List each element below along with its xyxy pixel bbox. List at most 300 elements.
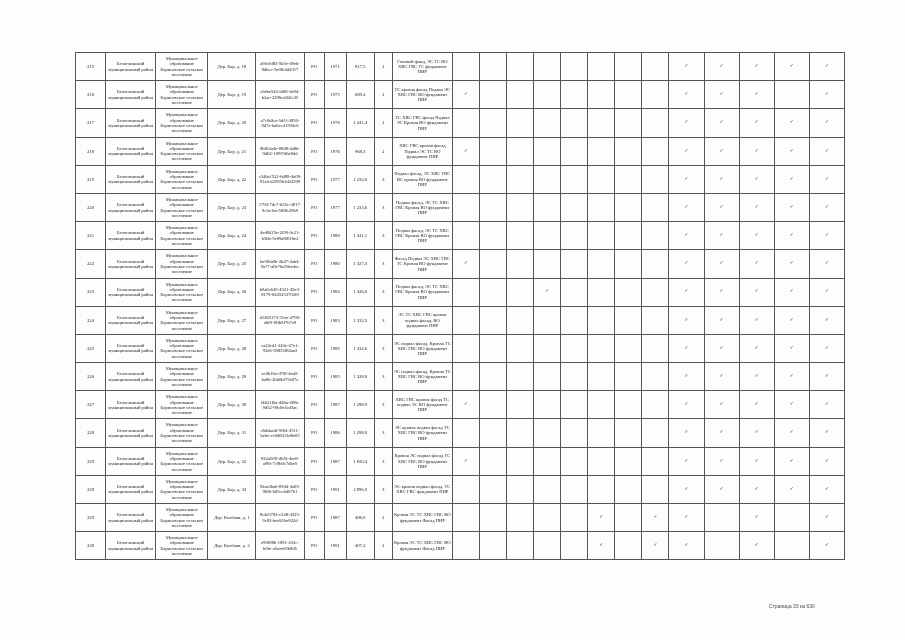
- check-mark-icon: ✓: [809, 278, 844, 306]
- check-mark-icon: ✓: [669, 532, 704, 560]
- check-mark-icon: ✓: [704, 363, 739, 391]
- address-cell: Дер. Бор, д. 23: [208, 193, 256, 221]
- works-description-cell: ХВС ГВС кровля фасад Подвал ЭС ТС ВО фундамент ПИР: [392, 137, 452, 165]
- floors-cell: 2: [374, 81, 392, 109]
- row-number: 229: [76, 504, 106, 532]
- empty-check-cell: [534, 391, 561, 419]
- empty-check-cell: [561, 419, 588, 447]
- floors-cell: 3: [374, 193, 392, 221]
- empty-check-cell: [507, 306, 534, 334]
- works-description-cell: ЭС кровля подвал фасад ТС ХВС ГВС ВО фундамент ПИР: [392, 419, 452, 447]
- check-mark-icon: ✓: [704, 391, 739, 419]
- material-cell: РО: [304, 447, 324, 475]
- row-number: 229: [76, 447, 106, 475]
- empty-check-cell: [704, 504, 739, 532]
- check-mark-icon: ✓: [809, 137, 844, 165]
- area-cell: 1 298,9: [346, 391, 374, 419]
- year-cell: 1977: [324, 193, 346, 221]
- empty-check-cell: [507, 109, 534, 137]
- check-mark-icon: ✓: [774, 334, 809, 362]
- empty-check-cell: [480, 109, 507, 137]
- building-id-cell: be5f6a0b-2b47-4ab4-9a77-a0e76a59ee4ec: [256, 250, 304, 278]
- check-mark-icon: ✓: [452, 250, 479, 278]
- area-cell: 1 650,4: [346, 447, 374, 475]
- address-cell: Дер. Бор, д. 31: [208, 419, 256, 447]
- year-cell: 1982: [324, 278, 346, 306]
- empty-check-cell: [642, 447, 669, 475]
- empty-check-cell: [452, 165, 479, 193]
- empty-check-cell: [615, 53, 642, 81]
- floors-cell: 3: [374, 475, 392, 503]
- material-cell: РО: [304, 53, 324, 81]
- empty-check-cell: [480, 447, 507, 475]
- check-mark-icon: ✓: [704, 250, 739, 278]
- row-number: 227: [76, 391, 106, 419]
- building-id-cell: c6ddaa4f-9f04-4511-bebe-ec0d8413d0e05: [256, 419, 304, 447]
- empty-check-cell: [561, 475, 588, 503]
- check-mark-icon: ✓: [809, 81, 844, 109]
- empty-check-cell: [588, 475, 615, 503]
- table-row: [76, 278, 845, 306]
- year-cell: 1987: [324, 391, 346, 419]
- empty-check-cell: [480, 504, 507, 532]
- empty-check-cell: [507, 532, 534, 560]
- empty-check-cell: [452, 475, 479, 503]
- material-cell: РО: [304, 81, 324, 109]
- row-number: 216: [76, 81, 106, 109]
- district-cell: Белоглинский муниципальный район: [106, 250, 156, 278]
- check-mark-icon: ✓: [669, 504, 704, 532]
- check-mark-icon: ✓: [739, 475, 774, 503]
- material-cell: РО: [304, 193, 324, 221]
- year-cell: 1986: [324, 419, 346, 447]
- check-mark-icon: ✓: [739, 391, 774, 419]
- area-cell: 407,2: [346, 532, 374, 560]
- floors-cell: 3: [374, 363, 392, 391]
- check-mark-icon: ✓: [704, 475, 739, 503]
- area-cell: 1 328,0: [346, 363, 374, 391]
- empty-check-cell: [561, 504, 588, 532]
- empty-check-cell: [588, 165, 615, 193]
- empty-check-cell: [480, 419, 507, 447]
- check-mark-icon: ✓: [739, 81, 774, 109]
- check-mark-icon: ✓: [452, 391, 479, 419]
- empty-check-cell: [534, 334, 561, 362]
- empty-check-cell: [588, 53, 615, 81]
- empty-check-cell: [615, 475, 642, 503]
- area-cell: 1 298,0: [346, 419, 374, 447]
- check-mark-icon: ✓: [809, 504, 844, 532]
- district-cell: Белоглинский муниципальный район: [106, 306, 156, 334]
- row-number: 220: [76, 193, 106, 221]
- check-mark-icon: ✓: [809, 193, 844, 221]
- empty-check-cell: [480, 475, 507, 503]
- row-number: 224: [76, 306, 106, 334]
- settlement-cell: Муниципальное образование Борисовское сельское поселение: [156, 334, 208, 362]
- material-cell: РО: [304, 137, 324, 165]
- check-mark-icon: ✓: [669, 447, 704, 475]
- material-cell: РО: [304, 475, 324, 503]
- check-mark-icon: ✓: [739, 278, 774, 306]
- district-cell: Белоглинский муниципальный район: [106, 475, 156, 503]
- empty-check-cell: [588, 250, 615, 278]
- empty-check-cell: [588, 447, 615, 475]
- empty-check-cell: [642, 278, 669, 306]
- empty-check-cell: [507, 278, 534, 306]
- district-cell: Белоглинский муниципальный район: [106, 334, 156, 362]
- empty-check-cell: [588, 222, 615, 250]
- check-mark-icon: ✓: [669, 419, 704, 447]
- settlement-cell: Муниципальное образование Борисовское сельское поселение: [156, 137, 208, 165]
- year-cell: 1971: [324, 53, 346, 81]
- address-cell: Дер. Колбаки, д. 1: [208, 504, 256, 532]
- empty-check-cell: [588, 334, 615, 362]
- check-mark-icon: ✓: [704, 447, 739, 475]
- check-mark-icon: ✓: [809, 165, 844, 193]
- empty-check-cell: [588, 193, 615, 221]
- empty-check-cell: [534, 475, 561, 503]
- empty-check-cell: [561, 278, 588, 306]
- empty-check-cell: [452, 504, 479, 532]
- check-mark-icon: ✓: [809, 250, 844, 278]
- table-row: [76, 475, 845, 503]
- year-cell: 1976: [324, 109, 346, 137]
- check-mark-icon: ✓: [739, 137, 774, 165]
- year-cell: 1976: [324, 137, 346, 165]
- material-cell: РО: [304, 504, 324, 532]
- check-mark-icon: ✓: [669, 475, 704, 503]
- empty-check-cell: [615, 81, 642, 109]
- check-mark-icon: ✓: [669, 391, 704, 419]
- empty-check-cell: [774, 81, 809, 109]
- check-mark-icon: ✓: [704, 109, 739, 137]
- check-mark-icon: ✓: [669, 334, 704, 362]
- material-cell: РО: [304, 419, 324, 447]
- check-mark-icon: ✓: [809, 419, 844, 447]
- empty-check-cell: [561, 81, 588, 109]
- area-cell: 1 232,0: [346, 165, 374, 193]
- floors-cell: 3: [374, 419, 392, 447]
- empty-check-cell: [480, 334, 507, 362]
- empty-check-cell: [561, 363, 588, 391]
- empty-check-cell: [615, 306, 642, 334]
- row-number: 226: [76, 363, 106, 391]
- check-mark-icon: ✓: [669, 250, 704, 278]
- empty-check-cell: [561, 222, 588, 250]
- empty-check-cell: [588, 278, 615, 306]
- check-mark-icon: ✓: [452, 137, 479, 165]
- empty-check-cell: [642, 250, 669, 278]
- empty-check-cell: [615, 504, 642, 532]
- building-id-cell: a9fc0d83-5b5e-49eb-8dbcc-5e0fb4d4317: [256, 53, 304, 81]
- check-mark-icon: ✓: [739, 250, 774, 278]
- empty-check-cell: [452, 193, 479, 221]
- check-mark-icon: ✓: [774, 391, 809, 419]
- row-number: 217: [76, 109, 106, 137]
- empty-check-cell: [588, 391, 615, 419]
- row-number: 225: [76, 334, 106, 362]
- building-id-cell: 4ed8415e-2f59-4c21-b5bb-5e09a8f016e2: [256, 222, 304, 250]
- empty-check-cell: [534, 81, 561, 109]
- empty-check-cell: [561, 53, 588, 81]
- empty-check-cell: [480, 278, 507, 306]
- floors-cell: 3: [374, 278, 392, 306]
- district-cell: Белоглинский муниципальный район: [106, 137, 156, 165]
- floors-cell: 2: [374, 53, 392, 81]
- district-cell: Белоглинский муниципальный район: [106, 532, 156, 560]
- empty-check-cell: [615, 532, 642, 560]
- building-id-cell: a7c0dfca-5df1-4850-8d7e-ba6cc41594c6: [256, 109, 304, 137]
- district-cell: Белоглинский муниципальный район: [106, 419, 156, 447]
- empty-check-cell: [534, 419, 561, 447]
- building-id-cell: 8b0f4a4e-09d8-4a8b-9d62-1f997d6e8dd: [256, 137, 304, 165]
- check-mark-icon: ✓: [809, 363, 844, 391]
- district-cell: Белоглинский муниципальный район: [106, 278, 156, 306]
- works-description-cell: ЭС кровля подвал фасад, ТС ХВС ГВС фундамент ПИР: [392, 475, 452, 503]
- check-mark-icon: ✓: [774, 363, 809, 391]
- empty-check-cell: [615, 137, 642, 165]
- row-number: 228: [76, 419, 106, 447]
- address-cell: Дер. Бор, д. 32: [208, 447, 256, 475]
- works-description-cell: ЭС подвал фасад, Кровля ТС ХВС ГВС ВО фундамент ПИР: [392, 334, 452, 362]
- area-cell: 689,4: [346, 81, 374, 109]
- works-description-cell: ЭС подвал фасад, Кровля ТС ХВС ГВС ВО фундамент ПИР: [392, 363, 452, 391]
- empty-check-cell: [642, 306, 669, 334]
- check-mark-icon: ✓: [739, 53, 774, 81]
- material-cell: РО: [304, 165, 324, 193]
- empty-check-cell: [642, 334, 669, 362]
- empty-check-cell: [507, 165, 534, 193]
- empty-check-cell: [452, 278, 479, 306]
- address-cell: Дер. Бор, д. 24: [208, 222, 256, 250]
- empty-check-cell: [615, 222, 642, 250]
- floors-cell: 3: [374, 334, 392, 362]
- settlement-cell: Муниципальное образование Борисовское сельское поселение: [156, 419, 208, 447]
- check-mark-icon: ✓: [669, 137, 704, 165]
- empty-check-cell: [507, 193, 534, 221]
- empty-check-cell: [452, 53, 479, 81]
- check-mark-icon: ✓: [642, 532, 669, 560]
- address-cell: Дер. Бор, д. 25: [208, 250, 256, 278]
- settlement-cell: Муниципальное образование Борисовское сельское поселение: [156, 250, 208, 278]
- check-mark-icon: ✓: [774, 475, 809, 503]
- row-number: 221: [76, 222, 106, 250]
- works-description-cell: ТС кровля фасад Подвал ЭС ХВС ГВС ВО фундамент ПИР: [392, 81, 452, 109]
- address-cell: Дер. Бор, д. 33: [208, 475, 256, 503]
- building-id-cell: ca24cd1-243e-47e1-92e6-39853f84aa3: [256, 334, 304, 362]
- table-row: [76, 137, 845, 165]
- empty-check-cell: [452, 222, 479, 250]
- empty-check-cell: [615, 278, 642, 306]
- district-cell: Белоглинский муниципальный район: [106, 165, 156, 193]
- empty-check-cell: [588, 363, 615, 391]
- empty-check-cell: [642, 53, 669, 81]
- check-mark-icon: ✓: [774, 419, 809, 447]
- check-mark-icon: ✓: [704, 419, 739, 447]
- floors-cell: 3: [374, 391, 392, 419]
- empty-check-cell: [480, 306, 507, 334]
- district-cell: Белоглинский муниципальный район: [106, 391, 156, 419]
- check-mark-icon: ✓: [809, 109, 844, 137]
- check-mark-icon: ✓: [452, 81, 479, 109]
- check-mark-icon: ✓: [739, 306, 774, 334]
- area-cell: 1 332,6: [346, 334, 374, 362]
- check-mark-icon: ✓: [704, 193, 739, 221]
- empty-check-cell: [561, 193, 588, 221]
- empty-check-cell: [561, 391, 588, 419]
- address-cell: Дер. Бор, д. 27: [208, 306, 256, 334]
- check-mark-icon: ✓: [809, 53, 844, 81]
- empty-check-cell: [480, 532, 507, 560]
- check-mark-icon: ✓: [669, 165, 704, 193]
- empty-check-cell: [642, 193, 669, 221]
- material-cell: РО: [304, 250, 324, 278]
- settlement-cell: Муниципальное образование Борисовское сельское поселение: [156, 165, 208, 193]
- empty-check-cell: [704, 532, 739, 560]
- floors-cell: 2: [374, 137, 392, 165]
- check-mark-icon: ✓: [774, 222, 809, 250]
- address-cell: Дер. Бор, д. 20: [208, 109, 256, 137]
- works-description-cell: Газовый фонд, ЭС ГС ВО ХВС ГВС ГС фундамент ПИР: [392, 53, 452, 81]
- building-id-cell: c6ebe542-dd0f-4e9d-b2ac-2296cd42fc35: [256, 81, 304, 109]
- empty-check-cell: [561, 109, 588, 137]
- floors-cell: 2: [374, 532, 392, 560]
- page-footer: Страница 33 из 630: [769, 604, 815, 610]
- area-cell: 2 896,5: [346, 475, 374, 503]
- floors-cell: 3: [374, 250, 392, 278]
- empty-check-cell: [452, 532, 479, 560]
- check-mark-icon: ✓: [739, 193, 774, 221]
- year-cell: 1985: [324, 334, 346, 362]
- area-cell: 968,3: [346, 137, 374, 165]
- check-mark-icon: ✓: [669, 222, 704, 250]
- district-cell: Белоглинский муниципальный район: [106, 504, 156, 532]
- works-description-cell: Подвал фасад, ЭС ТС ХВС ГВС Кровля ВО фундамент ПИР: [392, 193, 452, 221]
- check-mark-icon: ✓: [669, 363, 704, 391]
- empty-check-cell: [615, 109, 642, 137]
- empty-check-cell: [452, 419, 479, 447]
- table-row: [76, 165, 845, 193]
- check-mark-icon: ✓: [704, 165, 739, 193]
- empty-check-cell: [588, 109, 615, 137]
- empty-check-cell: [534, 532, 561, 560]
- settlement-cell: Муниципальное образование Борисовское сельское поселение: [156, 447, 208, 475]
- check-mark-icon: ✓: [809, 475, 844, 503]
- empty-check-cell: [615, 447, 642, 475]
- area-cell: 1 332,5: [346, 306, 374, 334]
- empty-check-cell: [534, 447, 561, 475]
- check-mark-icon: ✓: [809, 222, 844, 250]
- address-cell: Дер. Бор, д. 22: [208, 165, 256, 193]
- floors-cell: 2: [374, 504, 392, 532]
- works-description-cell: Кровля ЭС ТС ХВС ГВС ВО фундамент Фасад ПИР: [392, 504, 452, 532]
- empty-check-cell: [507, 447, 534, 475]
- floors-cell: 3: [374, 222, 392, 250]
- address-cell: Дер. Бор, д. 26: [208, 278, 256, 306]
- check-mark-icon: ✓: [739, 165, 774, 193]
- empty-check-cell: [507, 391, 534, 419]
- check-mark-icon: ✓: [642, 504, 669, 532]
- empty-check-cell: [452, 306, 479, 334]
- empty-check-cell: [534, 222, 561, 250]
- district-cell: Белоглинский муниципальный район: [106, 447, 156, 475]
- table-row: [76, 532, 845, 560]
- works-description-cell: Кровля ЭС ТС ХВС ГВС ВО фундамент Фасад ПИР: [392, 532, 452, 560]
- empty-check-cell: [561, 532, 588, 560]
- settlement-cell: Муниципальное образование Борисовское сельское поселение: [156, 475, 208, 503]
- check-mark-icon: ✓: [739, 109, 774, 137]
- empty-check-cell: [642, 137, 669, 165]
- empty-check-cell: [507, 334, 534, 362]
- material-cell: РО: [304, 334, 324, 362]
- table-row: [76, 504, 845, 532]
- check-mark-icon: ✓: [739, 532, 774, 560]
- check-mark-icon: ✓: [588, 532, 615, 560]
- settlement-cell: Муниципальное образование Борисовское сельское поселение: [156, 81, 208, 109]
- row-number: 230: [76, 532, 106, 560]
- floors-cell: 3: [374, 447, 392, 475]
- address-cell: Дер. Бор, д. 29: [208, 363, 256, 391]
- check-mark-icon: ✓: [739, 363, 774, 391]
- area-cell: 817,5: [346, 53, 374, 81]
- building-id-cell: 8c4e5784-c348-4325-9c83-bed41be922d: [256, 504, 304, 532]
- check-mark-icon: ✓: [704, 81, 739, 109]
- empty-check-cell: [534, 137, 561, 165]
- year-cell: 1977: [324, 165, 346, 193]
- empty-check-cell: [480, 250, 507, 278]
- empty-check-cell: [534, 306, 561, 334]
- empty-check-cell: [452, 363, 479, 391]
- check-mark-icon: ✓: [774, 165, 809, 193]
- row-number: 219: [76, 165, 106, 193]
- check-mark-icon: ✓: [809, 391, 844, 419]
- works-description-cell: Подвал фасад, ЭС ТС ХВС ГВС Кровля ВО фундамент ПИР: [392, 222, 452, 250]
- district-cell: Белоглинский муниципальный район: [106, 363, 156, 391]
- district-cell: Белоглинский муниципальный район: [106, 109, 156, 137]
- year-cell: 1991: [324, 475, 346, 503]
- check-mark-icon: ✓: [704, 137, 739, 165]
- check-mark-icon: ✓: [809, 306, 844, 334]
- empty-check-cell: [480, 193, 507, 221]
- building-id-cell: ec0b16a-d70f-4ea0-ba0b-2bb0bf75e07e: [256, 363, 304, 391]
- table-row: [76, 53, 845, 81]
- check-mark-icon: ✓: [774, 250, 809, 278]
- check-mark-icon: ✓: [774, 193, 809, 221]
- table-row: [76, 109, 845, 137]
- check-mark-icon: ✓: [809, 532, 844, 560]
- year-cell: 1987: [324, 447, 346, 475]
- address-cell: Дер. Бор, д. 18: [208, 53, 256, 81]
- year-cell: 1975: [324, 81, 346, 109]
- empty-check-cell: [480, 137, 507, 165]
- row-number: 218: [76, 137, 106, 165]
- empty-check-cell: [642, 81, 669, 109]
- building-id-cell: d1465373-31ee-4790-a6f9-f9fb9f767e9: [256, 306, 304, 334]
- empty-check-cell: [480, 53, 507, 81]
- empty-check-cell: [615, 419, 642, 447]
- check-mark-icon: ✓: [809, 447, 844, 475]
- area-cell: 1 241,4: [346, 109, 374, 137]
- empty-check-cell: [615, 250, 642, 278]
- empty-check-cell: [507, 504, 534, 532]
- empty-check-cell: [534, 504, 561, 532]
- empty-check-cell: [480, 391, 507, 419]
- empty-check-cell: [615, 391, 642, 419]
- empty-check-cell: [774, 504, 809, 532]
- district-cell: Белоглинский муниципальный район: [106, 193, 156, 221]
- empty-check-cell: [774, 532, 809, 560]
- row-number: 215: [76, 53, 106, 81]
